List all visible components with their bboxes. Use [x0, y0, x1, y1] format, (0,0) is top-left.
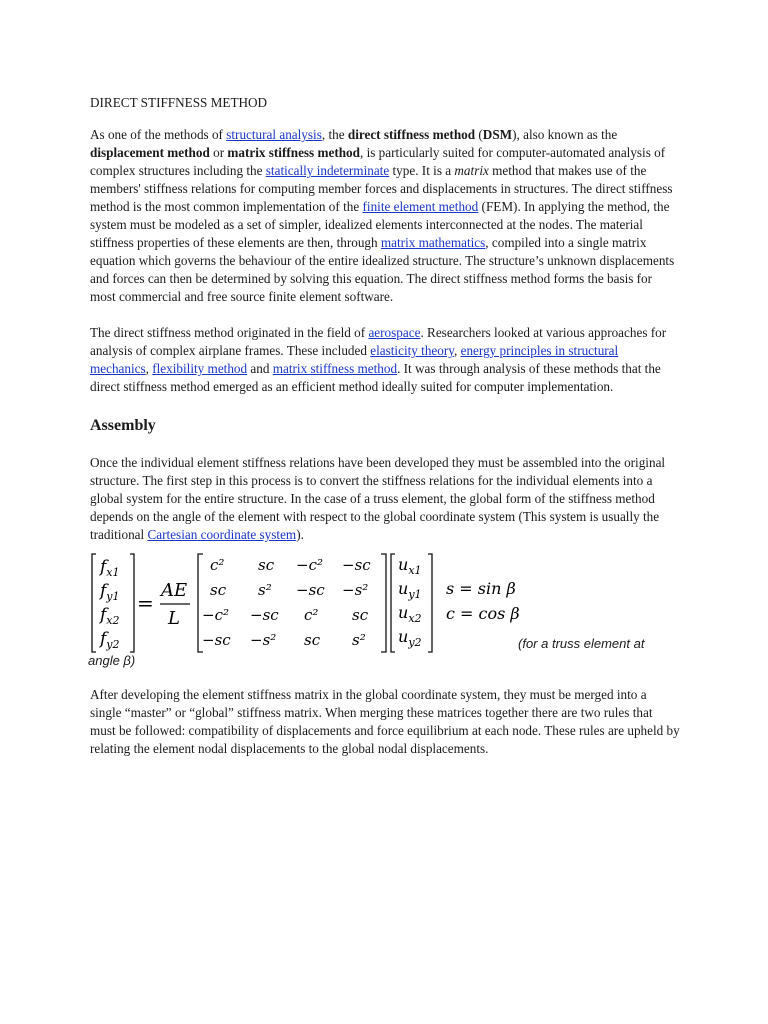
matrix-cell: −s²	[250, 631, 277, 649]
link-finite-element-method[interactable]: finite element method	[362, 199, 479, 214]
text: The direct stiffness method originated in the field of	[90, 325, 369, 340]
stiffness-matrix	[202, 556, 371, 649]
page-title: DIRECT STIFFNESS METHOD	[90, 95, 268, 110]
text: ,	[454, 343, 461, 358]
text: and	[247, 361, 273, 376]
text: Once the individual element stiffness relations have been developed they must be assembled into the original structure. The first step in this process is to convert the stiffness relations for the individual elements into a global system for the entire structure. In the case of a truss element, the global form of the stiffness method depends on the angle of the element with respect to the global coordinate system (This system is usually the traditional	[90, 455, 666, 542]
text: As one of the methods of	[90, 127, 227, 142]
stiffness-equation	[90, 552, 680, 654]
displacement-entry: $u_{y1}$	[398, 579, 422, 601]
assembly-paragraph-1	[90, 454, 680, 544]
link-elasticity-theory[interactable]: elasticity theory	[370, 343, 455, 358]
document-page	[90, 94, 680, 758]
matrix-cell: sc	[304, 631, 321, 649]
text: . It was through analysis of these methods that the direct stiffness method emerged as an efficient method ideally suited for computer implementation.	[90, 361, 661, 394]
force-entry: $f_{x2}$	[100, 605, 120, 627]
matrix-cell: s²	[258, 581, 272, 599]
matrix-cell: sc	[210, 581, 227, 599]
matrix-cell: sc	[352, 606, 369, 624]
section-heading-assembly: Assembly	[90, 417, 156, 434]
text: or	[209, 145, 228, 160]
text: (	[475, 127, 483, 142]
bold-term: displacement method	[90, 145, 210, 160]
text: type. It is a	[389, 163, 455, 178]
link-flexibility-method[interactable]: flexibility method	[152, 361, 248, 376]
matrix-cell: c²	[210, 556, 225, 574]
link-statically-indeterminate[interactable]: statically indeterminate	[265, 163, 390, 178]
text: ).	[296, 527, 304, 542]
equation-note-continued: angle β)	[88, 653, 136, 668]
matrix-cell: −c²	[202, 606, 229, 624]
text: method that makes use of the members' stiffness relations for computing member forces and displacements in structures. The direct stiffness method is the most common implementation of the	[90, 163, 673, 214]
fraction-numerator: AE	[161, 580, 188, 601]
link-aerospace[interactable]: aerospace	[368, 325, 421, 340]
c-definition: c = cos β	[446, 604, 520, 623]
bracket-left	[391, 554, 395, 652]
assembly-paragraph-2: After developing the element stiffness matrix in the global coordinate system, they must be merged into a single “master” or “global” stiffness matrix. When merging these matrices together there are two rules that must be followed: compatibility of displacements and force equilibrium at each node. These rules are upheld by relating the element nodal displacements to the global nodal displacements.	[90, 687, 680, 756]
bold-term: DSM	[482, 127, 513, 142]
link-cartesian-coordinate-system[interactable]: Cartesian coordinate system	[147, 527, 297, 542]
bracket-right	[130, 554, 134, 652]
link-matrix-stiffness-method[interactable]: matrix stiffness method	[272, 361, 398, 376]
force-vector	[98, 557, 120, 651]
matrix-cell: −s²	[342, 581, 369, 599]
s-definition: s = sin β	[446, 579, 516, 598]
italic-term: matrix	[454, 163, 489, 178]
fraction-denominator: L	[168, 608, 180, 629]
text: ,	[145, 361, 153, 376]
text: . Researchers looked at various approaches for analysis of complex airplane frames. These included	[90, 325, 667, 358]
matrix-cell: −c²	[296, 556, 323, 574]
displacement-entry: $u_{x1}$	[398, 555, 422, 577]
link-matrix-mathematics[interactable]: matrix mathematics	[380, 235, 486, 250]
force-entry: $f_{y1}$	[100, 581, 120, 603]
matrix-cell: s²	[352, 631, 366, 649]
bracket-left	[92, 554, 96, 652]
text: , compiled into a single matrix equation which governs the behaviour of the entire idealized structure. The structure’s unknown displacements and forces can then be determined by solving this equation. The direct stiffness method forms the basis for most commercial and free source finite element software.	[90, 235, 675, 304]
equals-sign: =	[137, 591, 154, 615]
bold-term: matrix stiffness method	[227, 145, 360, 160]
origin-paragraph	[90, 324, 680, 396]
displacement-entry: $u_{y2}$	[398, 627, 422, 649]
matrix-cell: −sc	[342, 556, 371, 574]
intro-paragraph	[90, 126, 680, 306]
link-energy-principles[interactable]: energy principles in structural mechanics	[90, 343, 619, 376]
bold-term: direct stiffness method	[347, 127, 476, 142]
bracket-right	[381, 554, 386, 652]
text: , is particularly suited for computer-automated analysis of complex structures including the	[90, 145, 666, 178]
matrix-cell: −sc	[202, 631, 231, 649]
equation-note: (for a truss element at	[518, 636, 645, 651]
matrix-cell: −sc	[250, 606, 279, 624]
link-structural-analysis[interactable]: structural analysis	[226, 127, 322, 142]
text: (FEM). In applying the method, the system must be modeled as a set of simpler, idealized elements interconnected at the nodes. The material stiffness properties of these elements are then, through	[90, 199, 670, 250]
bracket-right	[428, 554, 432, 652]
displacement-entry: $u_{x2}$	[398, 603, 422, 625]
text: , the	[321, 127, 348, 142]
matrix-cell: −sc	[296, 581, 325, 599]
force-entry: $f_{y2}$	[100, 629, 120, 651]
force-entry: $f_{x1}$	[100, 557, 120, 579]
displacement-vector	[398, 555, 422, 649]
matrix-cell: c²	[304, 606, 319, 624]
text: ), also known as the	[512, 127, 618, 142]
matrix-cell: sc	[258, 556, 275, 574]
